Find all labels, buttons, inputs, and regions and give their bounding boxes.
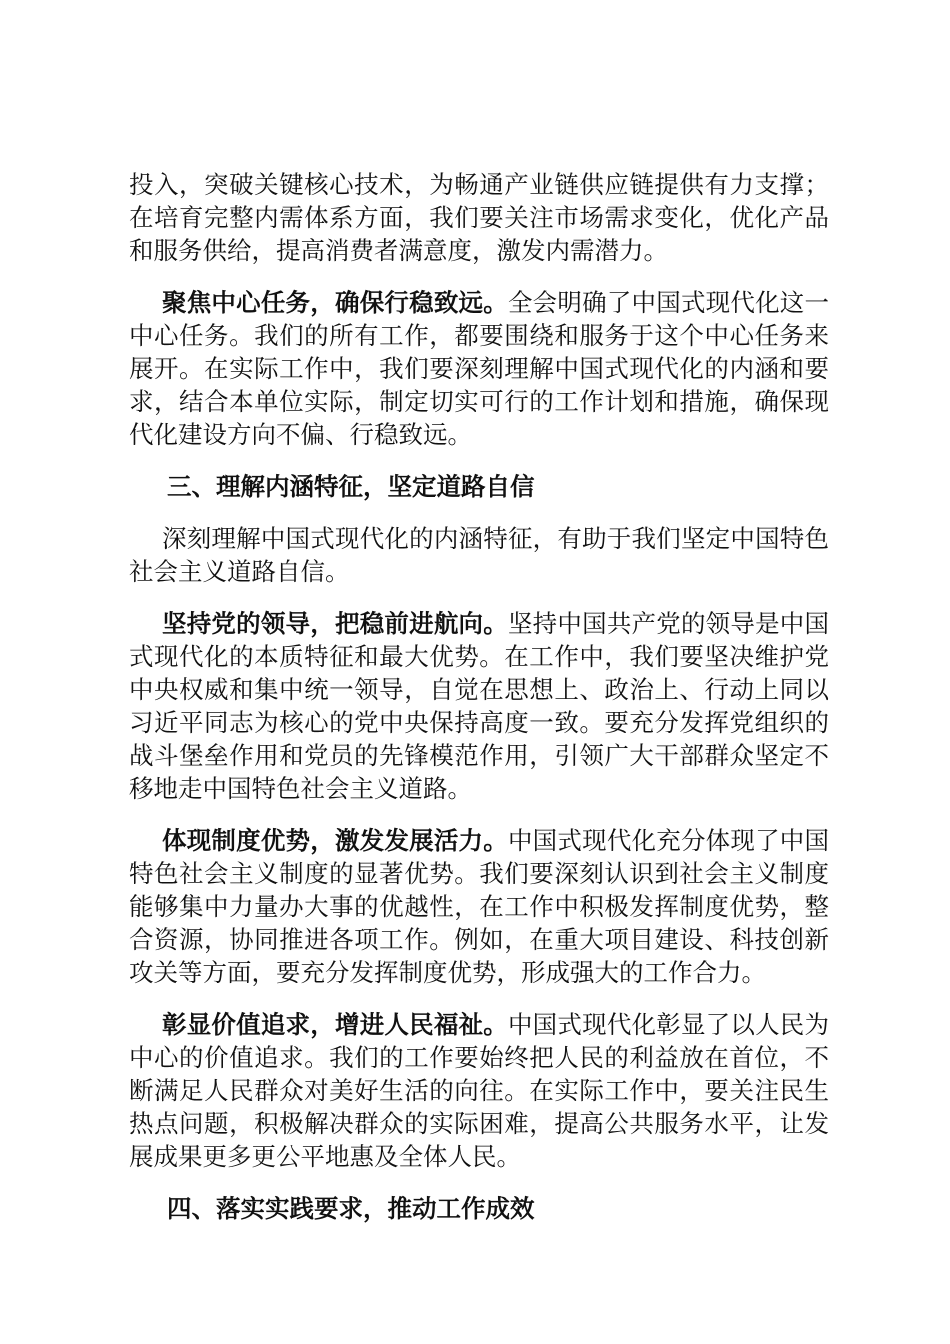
paragraph-body-central-task: 全会明确了中国式现代化这一中心任务。我们的所有工作，都要围绕和服务于这个中心任务来展开。在实际工作中，我们要深刻理解中国式现代化的内涵和要求，结合本单位实际，制定切实可行的工作计划和措施，确保现代化建设方向不偏、行稳致远。 (129, 288, 830, 449)
paragraph-lead-system-advantage: 体现制度优势，激发发展活力。 (162, 826, 508, 855)
section-heading-4: 四、落实实践要求，推动工作成效 (167, 1194, 535, 1223)
document-page (129, 168, 829, 1244)
paragraph-section-3-intro: 深刻理解中国式现代化的内涵特征，有助于我们坚定中国特色社会主义道路自信。 (129, 524, 829, 586)
paragraph-body-people-wellbeing: 中国式现代化彰显了以人民为中心的价值追求。我们的工作要始终把人民的利益放在首位，不断满足人民群众对美好生活的向往。在实际工作中，要关注民生热点问题，积极解决群众的实际困难，提高公共服务水平，让发展成果更多更公平地惠及全体人民。 (129, 1010, 830, 1171)
paragraph-body-party-leadership: 坚持中国共产党的领导是中国式现代化的本质特征和最大优势。在工作中，我们要坚决维护党中央权威和集中统一领导，自觉在思想上、政治上、行动上同以习近平同志为核心的党中央保持高度一致。要充分发挥党组织的战斗堡垒作用和党员的先锋模范作用，引领广大干部群众坚定不移地走中国特色社会主义道路。 (129, 609, 830, 803)
paragraph-lead-party-leadership: 坚持党的领导，把稳前进航向。 (162, 609, 508, 638)
paragraph-lead-people-wellbeing: 彰显价值追求，增进人民福祉。 (162, 1010, 508, 1039)
paragraph-central-task (129, 286, 829, 451)
paragraph-system-advantage (129, 824, 829, 989)
paragraph-body-system-advantage: 中国式现代化充分体现了中国特色社会主义制度的显著优势。我们要深刻认识到社会主义制度能够集中力量办大事的优越性，在工作中积极发挥制度优势，整合资源，协同推进各项工作。例如，在重大项目建设、科技创新攻关等方面，要充分发挥制度优势，形成强大的工作合力。 (129, 826, 830, 987)
paragraph-party-leadership (129, 607, 829, 805)
section-heading-3: 三、理解内涵特征，坚定道路自信 (167, 472, 535, 501)
paragraph-people-wellbeing (129, 1008, 829, 1173)
paragraph-continuation: 投入，突破关键核心技术，为畅通产业链供应链提供有力支撑；在培育完整内需体系方面，我们要关注市场需求变化，优化产品和服务供给，提高消费者满意度，激发内需潜力。 (129, 170, 829, 265)
paragraph-lead-central-task: 聚焦中心任务，确保行稳致远。 (162, 288, 508, 317)
